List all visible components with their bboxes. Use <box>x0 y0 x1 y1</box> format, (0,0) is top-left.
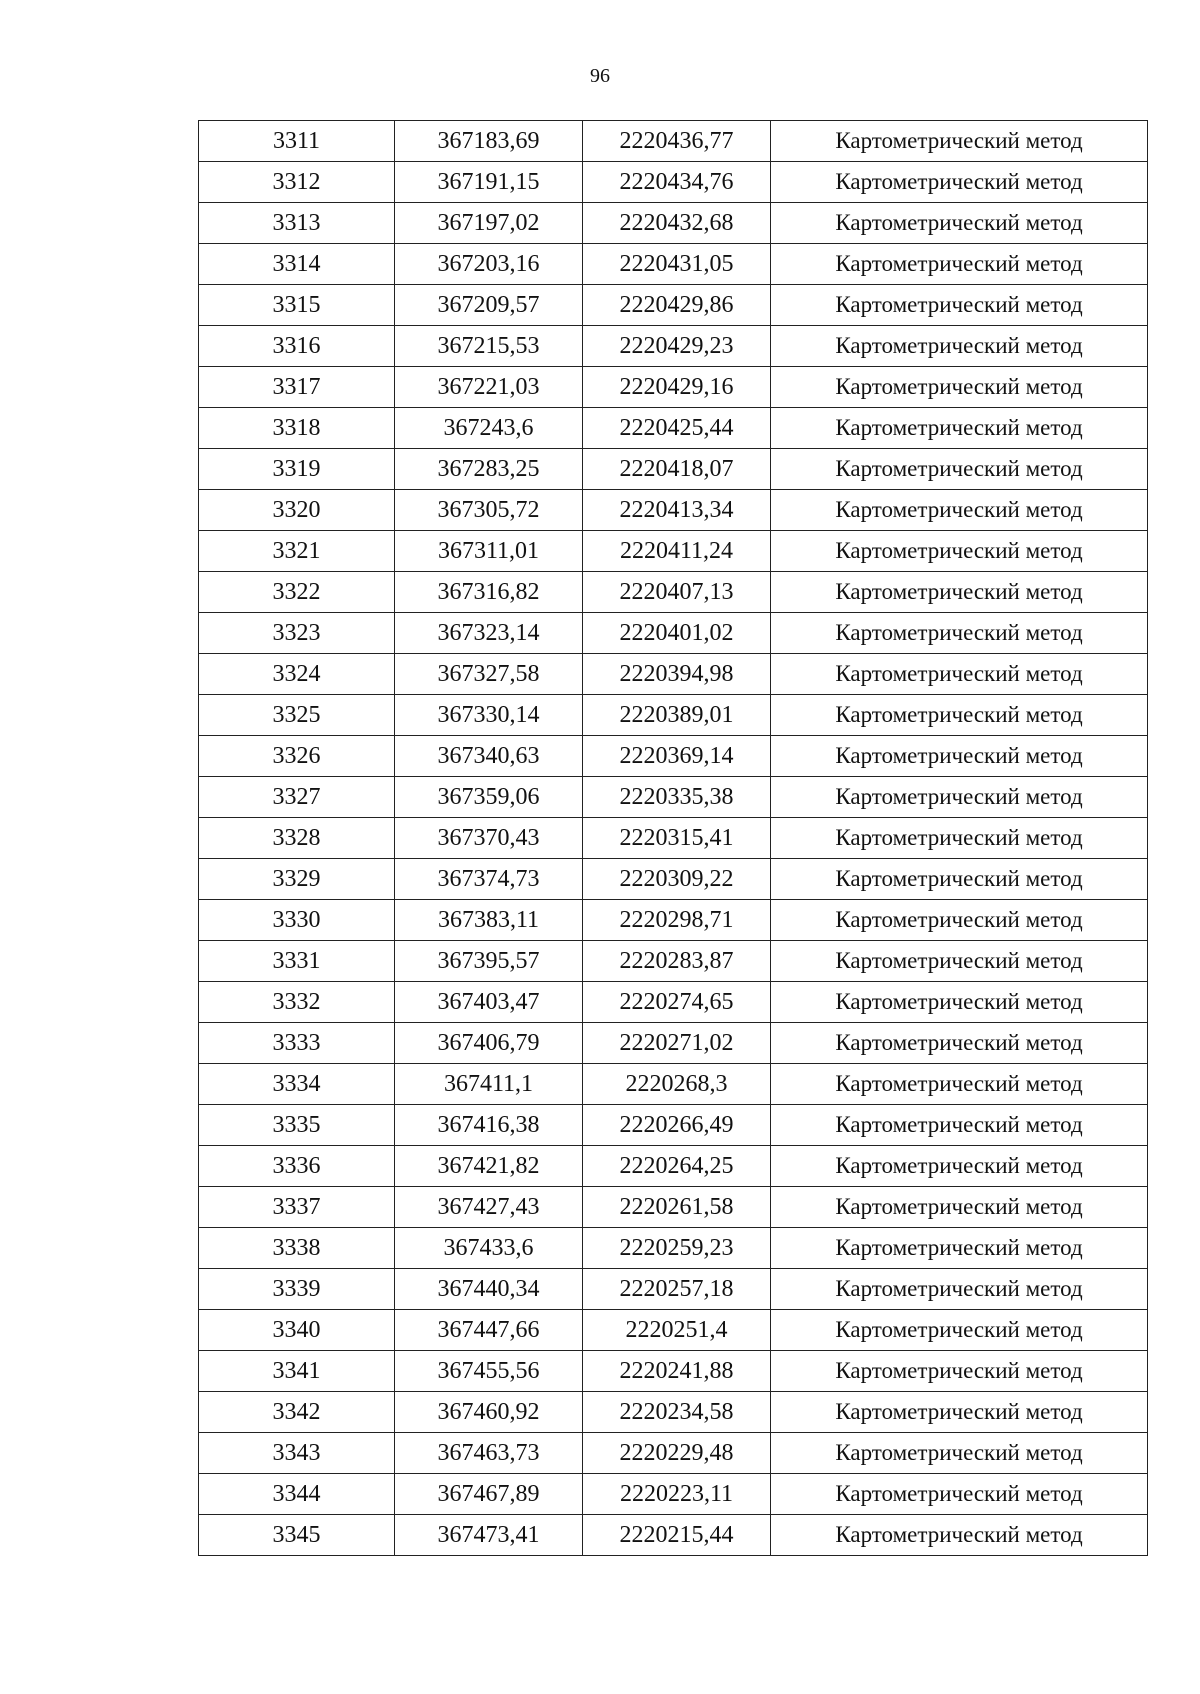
y-coordinate-cell: 2220389,01 <box>583 695 771 736</box>
y-coordinate-cell: 2220432,68 <box>583 203 771 244</box>
point-number-cell: 3339 <box>199 1269 395 1310</box>
table-row <box>199 285 1148 326</box>
table-row <box>199 777 1148 818</box>
point-number-cell: 3340 <box>199 1310 395 1351</box>
y-coordinate-cell: 2220434,76 <box>583 162 771 203</box>
y-coordinate-cell: 2220298,71 <box>583 900 771 941</box>
x-coordinate-cell: 367440,34 <box>395 1269 583 1310</box>
y-coordinate-cell: 2220234,58 <box>583 1392 771 1433</box>
point-number-cell: 3329 <box>199 859 395 900</box>
method-cell: Картометрический метод <box>771 162 1148 203</box>
y-coordinate-cell: 2220274,65 <box>583 982 771 1023</box>
x-coordinate-cell: 367316,82 <box>395 572 583 613</box>
x-coordinate-cell: 367460,92 <box>395 1392 583 1433</box>
x-coordinate-cell: 367305,72 <box>395 490 583 531</box>
method-cell: Картометрический метод <box>771 285 1148 326</box>
method-cell: Картометрический метод <box>771 121 1148 162</box>
y-coordinate-cell: 2220413,34 <box>583 490 771 531</box>
x-coordinate-cell: 367243,6 <box>395 408 583 449</box>
y-coordinate-cell: 2220223,11 <box>583 1474 771 1515</box>
x-coordinate-cell: 367197,02 <box>395 203 583 244</box>
method-cell: Картометрический метод <box>771 1351 1148 1392</box>
method-cell: Картометрический метод <box>771 1064 1148 1105</box>
point-number-cell: 3325 <box>199 695 395 736</box>
method-cell: Картометрический метод <box>771 736 1148 777</box>
x-coordinate-cell: 367406,79 <box>395 1023 583 1064</box>
point-number-cell: 3327 <box>199 777 395 818</box>
point-number-cell: 3319 <box>199 449 395 490</box>
method-cell: Картометрический метод <box>771 695 1148 736</box>
method-cell: Картометрический метод <box>771 654 1148 695</box>
point-number-cell: 3324 <box>199 654 395 695</box>
table-row <box>199 941 1148 982</box>
x-coordinate-cell: 367383,11 <box>395 900 583 941</box>
point-number-cell: 3314 <box>199 244 395 285</box>
table-row <box>199 244 1148 285</box>
table-row <box>199 1187 1148 1228</box>
point-number-cell: 3330 <box>199 900 395 941</box>
table-row <box>199 572 1148 613</box>
method-cell: Картометрический метод <box>771 1023 1148 1064</box>
x-coordinate-cell: 367427,43 <box>395 1187 583 1228</box>
method-cell: Картометрический метод <box>771 1474 1148 1515</box>
table-row <box>199 408 1148 449</box>
x-coordinate-cell: 367433,6 <box>395 1228 583 1269</box>
point-number-cell: 3323 <box>199 613 395 654</box>
method-cell: Картометрический метод <box>771 1146 1148 1187</box>
point-number-cell: 3313 <box>199 203 395 244</box>
point-number-cell: 3317 <box>199 367 395 408</box>
table-row <box>199 531 1148 572</box>
method-cell: Картометрический метод <box>771 572 1148 613</box>
table-row <box>199 449 1148 490</box>
method-cell: Картометрический метод <box>771 1433 1148 1474</box>
method-cell: Картометрический метод <box>771 449 1148 490</box>
point-number-cell: 3335 <box>199 1105 395 1146</box>
page-number: 96 <box>590 65 610 87</box>
table-row <box>199 1392 1148 1433</box>
x-coordinate-cell: 367183,69 <box>395 121 583 162</box>
point-number-cell: 3328 <box>199 818 395 859</box>
point-number-cell: 3337 <box>199 1187 395 1228</box>
y-coordinate-cell: 2220431,05 <box>583 244 771 285</box>
x-coordinate-cell: 367403,47 <box>395 982 583 1023</box>
point-number-cell: 3338 <box>199 1228 395 1269</box>
point-number-cell: 3336 <box>199 1146 395 1187</box>
method-cell: Картометрический метод <box>771 408 1148 449</box>
x-coordinate-cell: 367411,1 <box>395 1064 583 1105</box>
x-coordinate-cell: 367327,58 <box>395 654 583 695</box>
method-cell: Картометрический метод <box>771 203 1148 244</box>
method-cell: Картометрический метод <box>771 490 1148 531</box>
y-coordinate-cell: 2220429,86 <box>583 285 771 326</box>
table-row <box>199 203 1148 244</box>
method-cell: Картометрический метод <box>771 244 1148 285</box>
x-coordinate-cell: 367467,89 <box>395 1474 583 1515</box>
y-coordinate-cell: 2220264,25 <box>583 1146 771 1187</box>
method-cell: Картометрический метод <box>771 1269 1148 1310</box>
table-row <box>199 654 1148 695</box>
point-number-cell: 3344 <box>199 1474 395 1515</box>
table-row <box>199 1433 1148 1474</box>
y-coordinate-cell: 2220271,02 <box>583 1023 771 1064</box>
y-coordinate-cell: 2220418,07 <box>583 449 771 490</box>
method-cell: Картометрический метод <box>771 531 1148 572</box>
point-number-cell: 3322 <box>199 572 395 613</box>
table-row <box>199 1269 1148 1310</box>
y-coordinate-cell: 2220401,02 <box>583 613 771 654</box>
x-coordinate-cell: 367455,56 <box>395 1351 583 1392</box>
y-coordinate-cell: 2220259,23 <box>583 1228 771 1269</box>
table-row <box>199 1515 1148 1556</box>
method-cell: Картометрический метод <box>771 1515 1148 1556</box>
table-row <box>199 1146 1148 1187</box>
y-coordinate-cell: 2220241,88 <box>583 1351 771 1392</box>
method-cell: Картометрический метод <box>771 859 1148 900</box>
point-number-cell: 3326 <box>199 736 395 777</box>
x-coordinate-cell: 367395,57 <box>395 941 583 982</box>
x-coordinate-cell: 367221,03 <box>395 367 583 408</box>
x-coordinate-cell: 367191,15 <box>395 162 583 203</box>
y-coordinate-cell: 2220436,77 <box>583 121 771 162</box>
y-coordinate-cell: 2220229,48 <box>583 1433 771 1474</box>
y-coordinate-cell: 2220268,3 <box>583 1064 771 1105</box>
x-coordinate-cell: 367283,25 <box>395 449 583 490</box>
table-row <box>199 1474 1148 1515</box>
table-row <box>199 1351 1148 1392</box>
point-number-cell: 3311 <box>199 121 395 162</box>
y-coordinate-cell: 2220411,24 <box>583 531 771 572</box>
table-row <box>199 490 1148 531</box>
x-coordinate-cell: 367330,14 <box>395 695 583 736</box>
x-coordinate-cell: 367340,63 <box>395 736 583 777</box>
table-row <box>199 736 1148 777</box>
point-number-cell: 3312 <box>199 162 395 203</box>
x-coordinate-cell: 367359,06 <box>395 777 583 818</box>
point-number-cell: 3315 <box>199 285 395 326</box>
method-cell: Картометрический метод <box>771 818 1148 859</box>
y-coordinate-cell: 2220309,22 <box>583 859 771 900</box>
point-number-cell: 3342 <box>199 1392 395 1433</box>
x-coordinate-cell: 367421,82 <box>395 1146 583 1187</box>
x-coordinate-cell: 367447,66 <box>395 1310 583 1351</box>
point-number-cell: 3343 <box>199 1433 395 1474</box>
point-number-cell: 3332 <box>199 982 395 1023</box>
point-number-cell: 3341 <box>199 1351 395 1392</box>
x-coordinate-cell: 367209,57 <box>395 285 583 326</box>
table-row <box>199 982 1148 1023</box>
y-coordinate-cell: 2220429,23 <box>583 326 771 367</box>
x-coordinate-cell: 367473,41 <box>395 1515 583 1556</box>
point-number-cell: 3333 <box>199 1023 395 1064</box>
x-coordinate-cell: 367311,01 <box>395 531 583 572</box>
method-cell: Картометрический метод <box>771 367 1148 408</box>
method-cell: Картометрический метод <box>771 1310 1148 1351</box>
x-coordinate-cell: 367215,53 <box>395 326 583 367</box>
method-cell: Картометрический метод <box>771 326 1148 367</box>
method-cell: Картометрический метод <box>771 777 1148 818</box>
y-coordinate-cell: 2220429,16 <box>583 367 771 408</box>
table-row <box>199 859 1148 900</box>
y-coordinate-cell: 2220369,14 <box>583 736 771 777</box>
method-cell: Картометрический метод <box>771 982 1148 1023</box>
method-cell: Картометрический метод <box>771 613 1148 654</box>
table-row <box>199 695 1148 736</box>
x-coordinate-cell: 367323,14 <box>395 613 583 654</box>
method-cell: Картометрический метод <box>771 941 1148 982</box>
y-coordinate-cell: 2220394,98 <box>583 654 771 695</box>
x-coordinate-cell: 367416,38 <box>395 1105 583 1146</box>
y-coordinate-cell: 2220257,18 <box>583 1269 771 1310</box>
point-number-cell: 3321 <box>199 531 395 572</box>
table-row <box>199 1023 1148 1064</box>
method-cell: Картометрический метод <box>771 1105 1148 1146</box>
y-coordinate-cell: 2220251,4 <box>583 1310 771 1351</box>
table-row <box>199 1310 1148 1351</box>
table-row <box>199 818 1148 859</box>
x-coordinate-cell: 367463,73 <box>395 1433 583 1474</box>
coordinates-table <box>198 120 1148 1556</box>
y-coordinate-cell: 2220283,87 <box>583 941 771 982</box>
point-number-cell: 3334 <box>199 1064 395 1105</box>
table-row <box>199 121 1148 162</box>
point-number-cell: 3316 <box>199 326 395 367</box>
x-coordinate-cell: 367203,16 <box>395 244 583 285</box>
x-coordinate-cell: 367374,73 <box>395 859 583 900</box>
y-coordinate-cell: 2220266,49 <box>583 1105 771 1146</box>
table-row <box>199 367 1148 408</box>
table-row <box>199 613 1148 654</box>
y-coordinate-cell: 2220407,13 <box>583 572 771 613</box>
table-row <box>199 900 1148 941</box>
point-number-cell: 3345 <box>199 1515 395 1556</box>
method-cell: Картометрический метод <box>771 1392 1148 1433</box>
x-coordinate-cell: 367370,43 <box>395 818 583 859</box>
method-cell: Картометрический метод <box>771 1187 1148 1228</box>
table-row <box>199 1064 1148 1105</box>
table-row <box>199 1228 1148 1269</box>
method-cell: Картометрический метод <box>771 1228 1148 1269</box>
y-coordinate-cell: 2220315,41 <box>583 818 771 859</box>
table-row <box>199 326 1148 367</box>
y-coordinate-cell: 2220425,44 <box>583 408 771 449</box>
coordinates-table-body <box>199 121 1148 1556</box>
table-row <box>199 162 1148 203</box>
point-number-cell: 3331 <box>199 941 395 982</box>
table-row <box>199 1105 1148 1146</box>
method-cell: Картометрический метод <box>771 900 1148 941</box>
y-coordinate-cell: 2220261,58 <box>583 1187 771 1228</box>
y-coordinate-cell: 2220215,44 <box>583 1515 771 1556</box>
point-number-cell: 3318 <box>199 408 395 449</box>
point-number-cell: 3320 <box>199 490 395 531</box>
y-coordinate-cell: 2220335,38 <box>583 777 771 818</box>
